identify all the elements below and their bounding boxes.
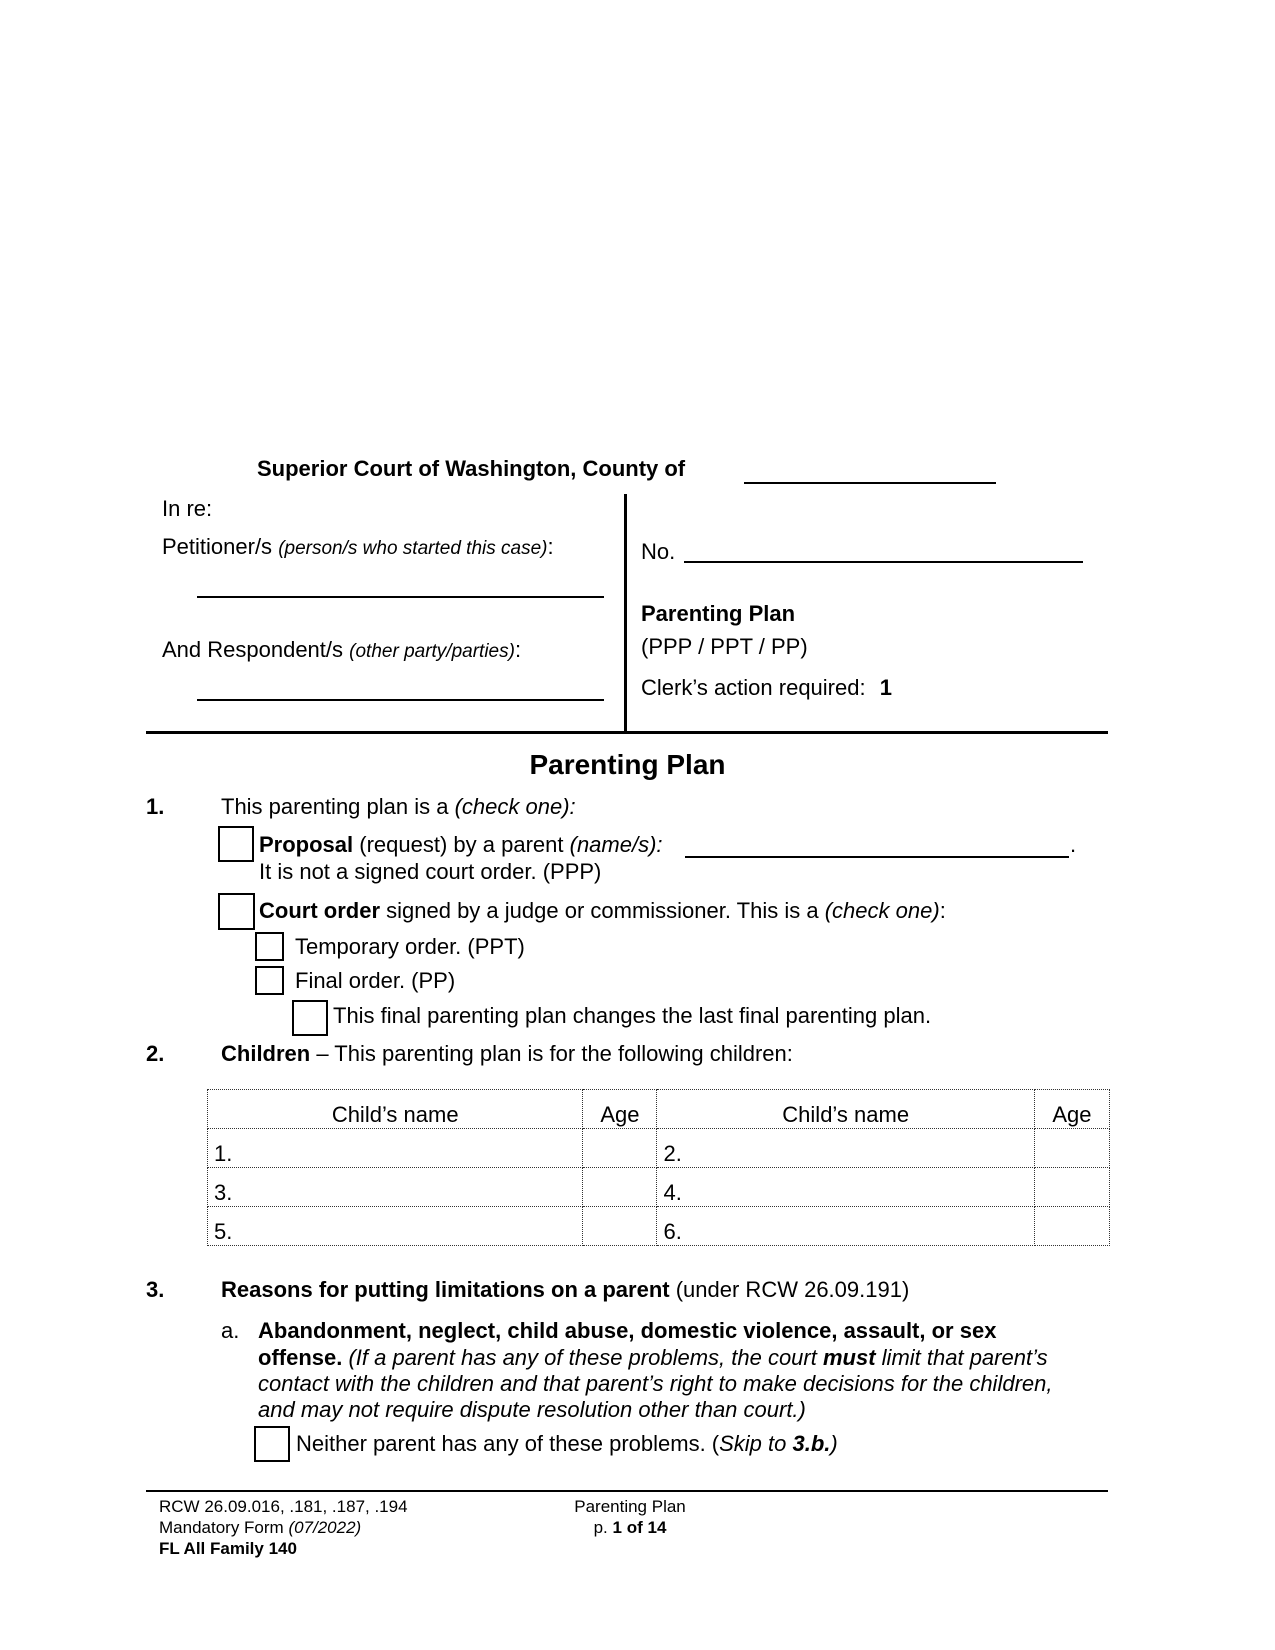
table-row <box>208 1129 1110 1168</box>
child-name-cell[interactable]: 4. <box>657 1168 1034 1207</box>
footer-page <box>560 1517 700 1538</box>
caption-rule <box>146 731 1108 734</box>
case-no-label: No. <box>641 539 676 564</box>
footer-mandatory-date: (07/2022) <box>288 1518 362 1537</box>
section-3a-letter: a. <box>221 1318 240 1343</box>
petitioner-colon: : <box>547 534 554 559</box>
table-row <box>208 1168 1110 1207</box>
section-3-bold: Reasons for putting limitations on a parent <box>221 1277 670 1302</box>
footer-rcw: RCW 26.09.016, .181, .187, .194 <box>159 1497 408 1516</box>
proposal-checkbox[interactable] <box>218 826 254 862</box>
petitioner-label: Petitioner/s <box>162 534 273 559</box>
court-name: Superior Court of Washington, County of <box>257 456 686 481</box>
child-name-cell[interactable]: 6. <box>657 1207 1034 1246</box>
changes-plan-label: This final parenting plan changes the last final parenting plan. <box>333 1003 932 1028</box>
section-3a-line-3: contact with the children and that parent’s right to make decisions for the children, <box>258 1371 1053 1396</box>
petitioner-name-field[interactable] <box>197 572 604 598</box>
section-3a-italic-1: (If a parent has any of these problems, the court <box>348 1345 817 1370</box>
section-1-text: This parenting plan is a <box>221 794 449 819</box>
footer-page-number: 1 <box>612 1518 622 1537</box>
child-age-cell[interactable] <box>1034 1129 1109 1168</box>
age-header: Age <box>583 1090 657 1129</box>
child-name-cell[interactable]: 1. <box>208 1129 583 1168</box>
section-2-heading <box>221 1041 793 1067</box>
section-3-number: 3. <box>146 1277 165 1302</box>
child-name-header: Child’s name <box>657 1090 1034 1129</box>
neither-parent-skip: Skip to <box>719 1431 787 1456</box>
footer-form-id: FL All Family 140 <box>159 1539 297 1558</box>
section-3a-line-2 <box>258 1345 1048 1371</box>
petitioner-note: (person/s who started this case) <box>278 538 548 559</box>
proposal-period: . <box>1070 832 1077 857</box>
section-3a-bold-line-1: Abandonment, neglect, child abuse, domestic violence, assault, or sex <box>258 1318 997 1343</box>
child-name-header: Child’s name <box>208 1090 583 1129</box>
footer-mandatory <box>159 1517 408 1538</box>
court-order-checkbox[interactable] <box>218 893 255 930</box>
child-age-cell[interactable] <box>583 1207 657 1246</box>
proposal-name-field[interactable] <box>685 832 1069 858</box>
section-3a-line-4: and may not require dispute resolution other than court.) <box>258 1397 806 1422</box>
proposal-line <box>259 832 663 858</box>
neither-parent-checkbox[interactable] <box>254 1426 290 1462</box>
respondent-label-row <box>162 637 521 665</box>
respondent-colon: : <box>514 637 522 662</box>
in-re-label: In re: <box>162 496 213 521</box>
section-1-note: (check one): <box>454 794 576 819</box>
respondent-name-field[interactable] <box>197 675 604 701</box>
proposal-note: (name/s): <box>569 832 663 857</box>
changes-plan-checkbox[interactable] <box>292 1000 328 1036</box>
case-number-field[interactable] <box>684 537 1083 563</box>
footer-page-total: 14 <box>647 1518 667 1537</box>
child-name-cell[interactable]: 2. <box>657 1129 1034 1168</box>
court-order-line <box>259 898 946 924</box>
child-age-cell[interactable] <box>1034 1168 1109 1207</box>
temporary-order-label: Temporary order. (PPT) <box>295 934 525 959</box>
child-name-cell[interactable]: 3. <box>208 1168 583 1207</box>
age-header: Age <box>1034 1090 1109 1129</box>
court-heading <box>257 456 685 482</box>
clerk-action-label: Clerk’s action required: <box>641 675 866 700</box>
neither-parent-label <box>296 1431 838 1457</box>
petitioner-label-row <box>162 534 554 562</box>
final-order-label: Final order. (PP) <box>295 968 456 993</box>
footer-title: Parenting Plan <box>574 1497 686 1516</box>
neither-parent-ref[interactable]: 3.b. <box>792 1431 831 1456</box>
doc-title: Parenting Plan <box>641 601 796 626</box>
section-3a-italic-2: limit that parent’s <box>881 1345 1048 1370</box>
section-3-text: (under RCW 26.09.191) <box>675 1277 910 1302</box>
county-field[interactable] <box>744 456 996 484</box>
doc-codes: (PPP / PPT / PP) <box>641 634 808 659</box>
neither-parent-close: ) <box>830 1431 838 1456</box>
clerk-action <box>641 675 892 701</box>
section-1-number: 1. <box>146 794 165 819</box>
child-age-cell[interactable] <box>1034 1207 1109 1246</box>
footer-rule <box>146 1490 1108 1492</box>
table-header-row <box>208 1090 1110 1129</box>
temporary-order-checkbox[interactable] <box>255 932 284 961</box>
footer-page-of: of <box>626 1518 643 1537</box>
court-order-colon: : <box>939 898 946 923</box>
section-2-text: – This parenting plan is for the following children: <box>316 1041 793 1066</box>
court-order-note: (check one) <box>824 898 940 923</box>
respondent-label: And Respondent/s <box>162 637 344 662</box>
section-3a-must: must <box>822 1345 876 1370</box>
section-2-bold: Children <box>221 1041 311 1066</box>
respondent-note: (other party/parties) <box>349 641 515 662</box>
section-3-heading <box>221 1277 909 1303</box>
section-1-heading <box>221 794 576 820</box>
final-order-checkbox[interactable] <box>255 966 284 995</box>
footer-left <box>159 1496 408 1559</box>
table-row <box>208 1207 1110 1246</box>
section-3a-bold-line-2: offense. <box>258 1345 343 1370</box>
child-age-cell[interactable] <box>583 1129 657 1168</box>
court-order-text: signed by a judge or commissioner. This is a <box>386 898 819 923</box>
footer-mandatory-label: Mandatory Form <box>159 1518 284 1537</box>
caption-divider <box>624 494 627 732</box>
proposal-text: (request) by a parent <box>359 832 564 857</box>
page-title: Parenting Plan <box>529 749 726 780</box>
clerk-action-value: 1 <box>879 675 892 700</box>
child-age-cell[interactable] <box>583 1168 657 1207</box>
proposal-line-2: It is not a signed court order. (PPP) <box>259 859 602 884</box>
children-table <box>207 1089 1110 1246</box>
footer-page-prefix: p. <box>593 1518 608 1537</box>
footer-center <box>560 1496 700 1538</box>
neither-parent-text: Neither parent has any of these problems. ( <box>296 1431 720 1456</box>
court-order-bold: Court order <box>259 898 380 923</box>
section-2-number: 2. <box>146 1041 165 1066</box>
proposal-bold: Proposal <box>259 832 354 857</box>
child-name-cell[interactable]: 5. <box>208 1207 583 1246</box>
